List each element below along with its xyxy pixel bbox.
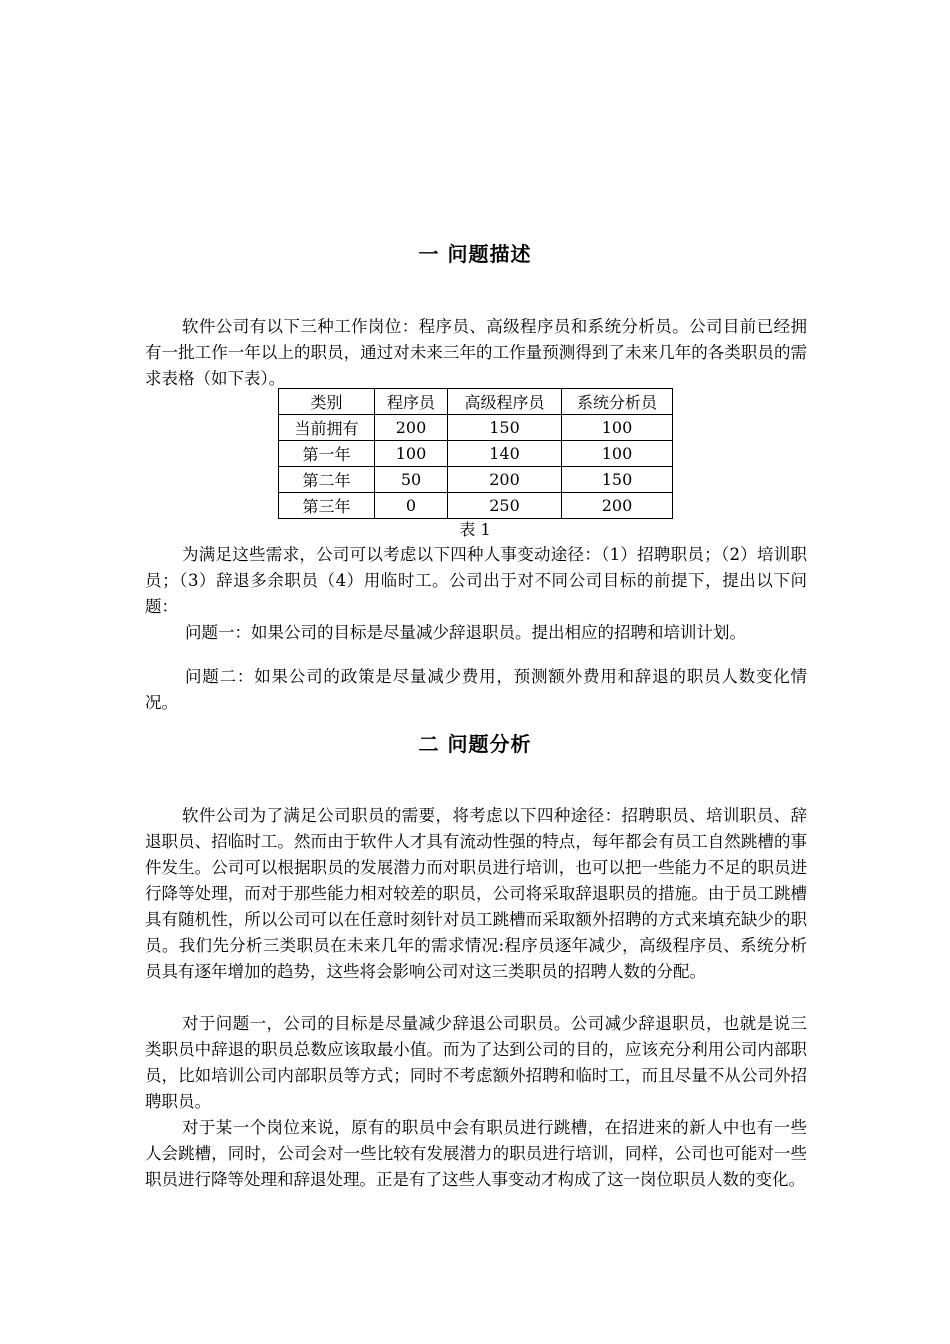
table-cell: 200	[375, 415, 448, 441]
table-caption: 表 1	[459, 520, 491, 539]
table-header-row	[279, 389, 673, 415]
table-cell: 150	[448, 415, 562, 441]
table-row	[279, 493, 673, 519]
table-cell: 100	[562, 441, 673, 467]
table-cell: 100	[375, 441, 448, 467]
table-cell: 第三年	[279, 493, 375, 519]
intro-paragraph: 软件公司有以下三种工作岗位：程序员、高级程序员和系统分析员。公司目前已经拥有一批工作一年以上的职员，通过对未来三年的工作量预测得到了未来几年的各类职员的需求表格（如下表）。	[145, 317, 807, 388]
question-one: 问题一：如果公司的目标是尽量减少辞退职员。提出相应的招聘和培训计划。	[185, 623, 746, 642]
analysis-paragraph-3: 对于某一个岗位来说，原有的职员中会有职员进行跳槽，在招进来的新人中也有一些人会跳槽，同时，公司会对一些比较有发展潜力的职员进行培训，同样，公司也可能对一些职员进行降等处理和辞退处理。正是有了这些人事变动才构成了这一岗位职员人数的变化。	[145, 1118, 807, 1189]
table-cell: 0	[375, 493, 448, 519]
table-cell: 当前拥有	[279, 415, 375, 441]
options-paragraph: 为满足这些需求，公司可以考虑以下四种人事变动途径：（1）招聘职员；（2）培训职员；（3）辞退多余职员（4）用临时工。公司出于对不同公司目标的前提下，提出以下问题：	[145, 545, 807, 616]
table-cell: 200	[562, 493, 673, 519]
table-header-cell: 类别	[279, 389, 375, 415]
table-cell: 第二年	[279, 467, 375, 493]
table-cell: 200	[448, 467, 562, 493]
table-header-cell: 高级程序员	[448, 389, 562, 415]
table-header-cell: 系统分析员	[562, 389, 673, 415]
section-heading-problem-analysis: 二 问题分析	[418, 732, 532, 756]
analysis-paragraph-2: 对于问题一，公司的目标是尽量减少辞退公司职员。公司减少辞退职员，也就是说三类职员中辞退的职员总数应该取最小值。而为了达到公司的目的，应该充分利用公司内部职员，比如培训公司内部职员等方式；同时不考虑额外招聘和临时工，而且尽量不从公司外招聘职员。	[145, 1014, 807, 1111]
question-two: 问题二：如果公司的政策是尽量减少费用，预测额外费用和辞退的职员人数变化情况。	[145, 667, 807, 712]
table-cell: 150	[562, 467, 673, 493]
section-heading-problem-description: 一 问题描述	[418, 242, 532, 266]
table-row	[279, 467, 673, 493]
table-row	[279, 441, 673, 467]
table-cell: 第一年	[279, 441, 375, 467]
table-row	[279, 415, 673, 441]
table-cell: 50	[375, 467, 448, 493]
table-cell: 140	[448, 441, 562, 467]
analysis-paragraph-1: 软件公司为了满足公司职员的需要，将考虑以下四种途径：招聘职员、培训职员、辞退职员、招临时工。然而由于软件人才具有流动性强的特点，每年都会有员工自然跳槽的事件发生。公司可以根据职员的发展潜力而对职员进行培训，也可以把一些能力不足的职员进行降等处理，而对于那些能力相对较差的职员，公司将采取辞退职员的措施。由于员工跳槽具有随机性，所以公司可以在任意时刻针对员工跳槽而采取额外招聘的方式来填充缺少的职员。我们先分析三类职员在未来几年的需求情况:程序员逐年减少，高级程序员、系统分析员具有逐年增加的趋势，这些将会影响公司对这三类职员的招聘人数的分配。	[145, 806, 807, 981]
table-cell: 250	[448, 493, 562, 519]
table-header-cell: 程序员	[375, 389, 448, 415]
demand-table	[278, 388, 673, 519]
table-cell: 100	[562, 415, 673, 441]
